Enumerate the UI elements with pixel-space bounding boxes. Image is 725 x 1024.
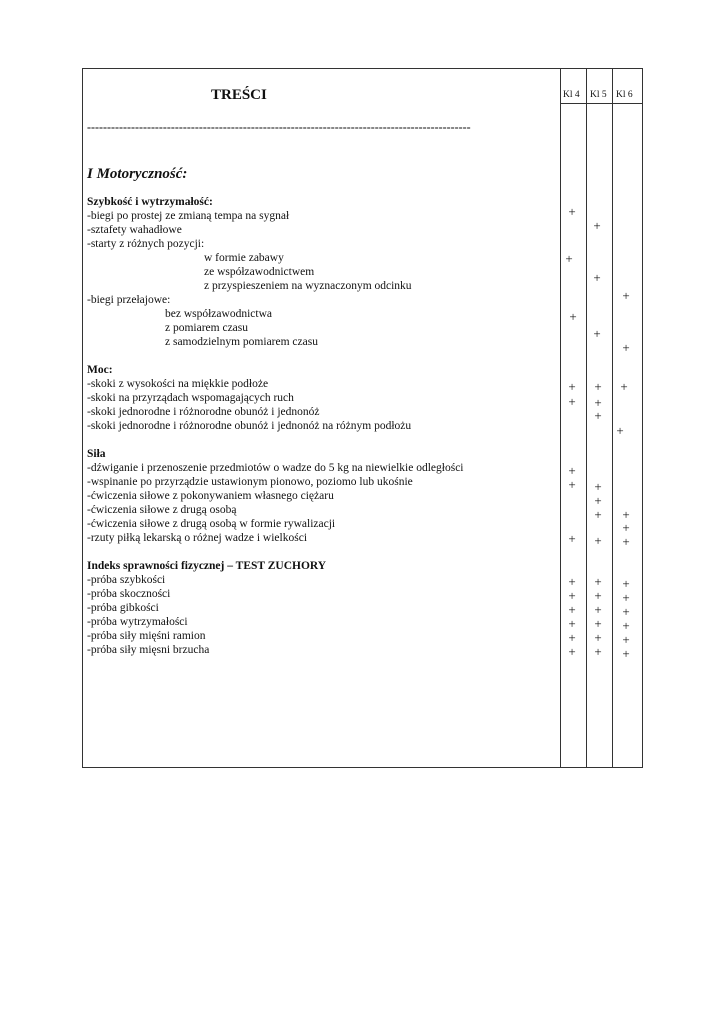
list-item: -biegi przełajowe: xyxy=(87,294,171,306)
column-header-kl4: Kl 4 xyxy=(563,90,580,100)
plus-mark: + xyxy=(622,646,630,661)
list-item: -ćwiczenia siłowe z drugą osobą xyxy=(87,504,237,516)
plus-mark: + xyxy=(593,326,601,341)
list-item: -sztafety wahadłowe xyxy=(87,224,182,236)
list-item: -skoki jednorodne i różnorodne obunóż i jednonóż na różnym podłożu xyxy=(87,420,412,432)
column-header-kl6: Kl 6 xyxy=(616,90,633,100)
plus-mark: + xyxy=(594,493,602,508)
list-item: -próba siły mięsni brzucha xyxy=(87,644,210,656)
plus-mark: + xyxy=(622,604,630,619)
plus-mark: + xyxy=(568,531,576,546)
plus-mark: + xyxy=(568,630,576,645)
plus-mark: + xyxy=(622,618,630,633)
plus-mark: + xyxy=(568,588,576,603)
list-item: -rzuty piłką lekarską o różnej wadze i wielkości xyxy=(87,532,308,544)
heading-fitness-index: Indeks sprawności fizycznej – TEST ZUCHORY xyxy=(87,560,327,572)
header-underline xyxy=(560,103,643,104)
content-title: TREŚCI xyxy=(211,87,267,103)
plus-mark: + xyxy=(622,520,630,535)
plus-mark: + xyxy=(622,632,630,647)
column-divider-kl5 xyxy=(586,68,587,768)
list-subitem: ze współzawodnictwem xyxy=(204,266,315,278)
plus-mark: + xyxy=(622,534,630,549)
plus-mark: + xyxy=(568,644,576,659)
list-item: -skoki z wysokości na miękkie podłoże xyxy=(87,378,269,390)
list-item: -wspinanie po przyrządzie ustawionym pionowo, poziomo lub ukośnie xyxy=(87,476,413,488)
list-item: -skoki na przyrządach wspomagających ruch xyxy=(87,392,294,404)
plus-mark: + xyxy=(568,574,576,589)
column-divider-kl4 xyxy=(560,68,561,768)
list-subitem: z przyspieszeniem na wyznaczonym odcinku xyxy=(204,280,412,292)
plus-mark: + xyxy=(594,602,602,617)
section-title: I Motoryczność: xyxy=(87,166,188,182)
list-item: -próba skoczności xyxy=(87,588,171,600)
plus-mark: + xyxy=(594,379,602,394)
plus-mark: + xyxy=(594,479,602,494)
list-item: -próba gibkości xyxy=(87,602,159,614)
list-subitem: z pomiarem czasu xyxy=(165,322,249,334)
plus-mark: + xyxy=(594,533,602,548)
list-item: -próba siły mięśni ramion xyxy=(87,630,206,642)
column-divider-kl6 xyxy=(612,68,613,768)
list-subitem: z samodzielnym pomiarem czasu xyxy=(165,336,318,348)
plus-mark: + xyxy=(620,379,628,394)
plus-mark: + xyxy=(622,576,630,591)
plus-mark: + xyxy=(594,507,602,522)
plus-mark: + xyxy=(622,507,630,522)
list-item: -ćwiczenia siłowe z pokonywaniem własnego ciężaru xyxy=(87,490,334,502)
heading-speed-endurance: Szybkość i wytrzymałość: xyxy=(87,196,213,208)
plus-mark: + xyxy=(594,395,602,410)
list-item: -próba szybkości xyxy=(87,574,166,586)
list-subitem: bez współzawodnictwa xyxy=(165,308,272,320)
plus-mark: + xyxy=(616,423,624,438)
plus-mark: + xyxy=(594,574,602,589)
heading-power: Moc: xyxy=(87,364,113,376)
plus-mark: + xyxy=(568,204,576,219)
plus-mark: + xyxy=(568,477,576,492)
plus-mark: + xyxy=(594,630,602,645)
heading-strength: Siła xyxy=(87,448,106,460)
plus-mark: + xyxy=(565,251,573,266)
separator-line: ------------------------------------------------------------------------------------------------ xyxy=(87,120,471,134)
list-item: -biegi po prostej ze zmianą tempa na sygnał xyxy=(87,210,290,222)
plus-mark: + xyxy=(593,270,601,285)
plus-mark: + xyxy=(594,588,602,603)
list-item: -ćwiczenia siłowe z drugą osobą w formie rywalizacji xyxy=(87,518,336,530)
plus-mark: + xyxy=(568,394,576,409)
list-subitem: w formie zabawy xyxy=(204,252,284,264)
column-header-kl5: Kl 5 xyxy=(590,90,607,100)
list-item: -próba wytrzymałości xyxy=(87,616,188,628)
plus-mark: + xyxy=(568,602,576,617)
plus-mark: + xyxy=(622,340,630,355)
list-item: -skoki jednorodne i różnorodne obunóż i jednonóż xyxy=(87,406,320,418)
plus-mark: + xyxy=(569,309,577,324)
plus-mark: + xyxy=(594,616,602,631)
plus-mark: + xyxy=(593,218,601,233)
plus-mark: + xyxy=(594,408,602,423)
plus-mark: + xyxy=(622,288,630,303)
plus-mark: + xyxy=(568,616,576,631)
plus-mark: + xyxy=(568,463,576,478)
list-item: -starty z różnych pozycji: xyxy=(87,238,205,250)
plus-mark: + xyxy=(622,590,630,605)
list-item: -dźwiganie i przenoszenie przedmiotów o wadze do 5 kg na niewielkie odległości xyxy=(87,462,464,474)
plus-mark: + xyxy=(568,379,576,394)
plus-mark: + xyxy=(594,644,602,659)
